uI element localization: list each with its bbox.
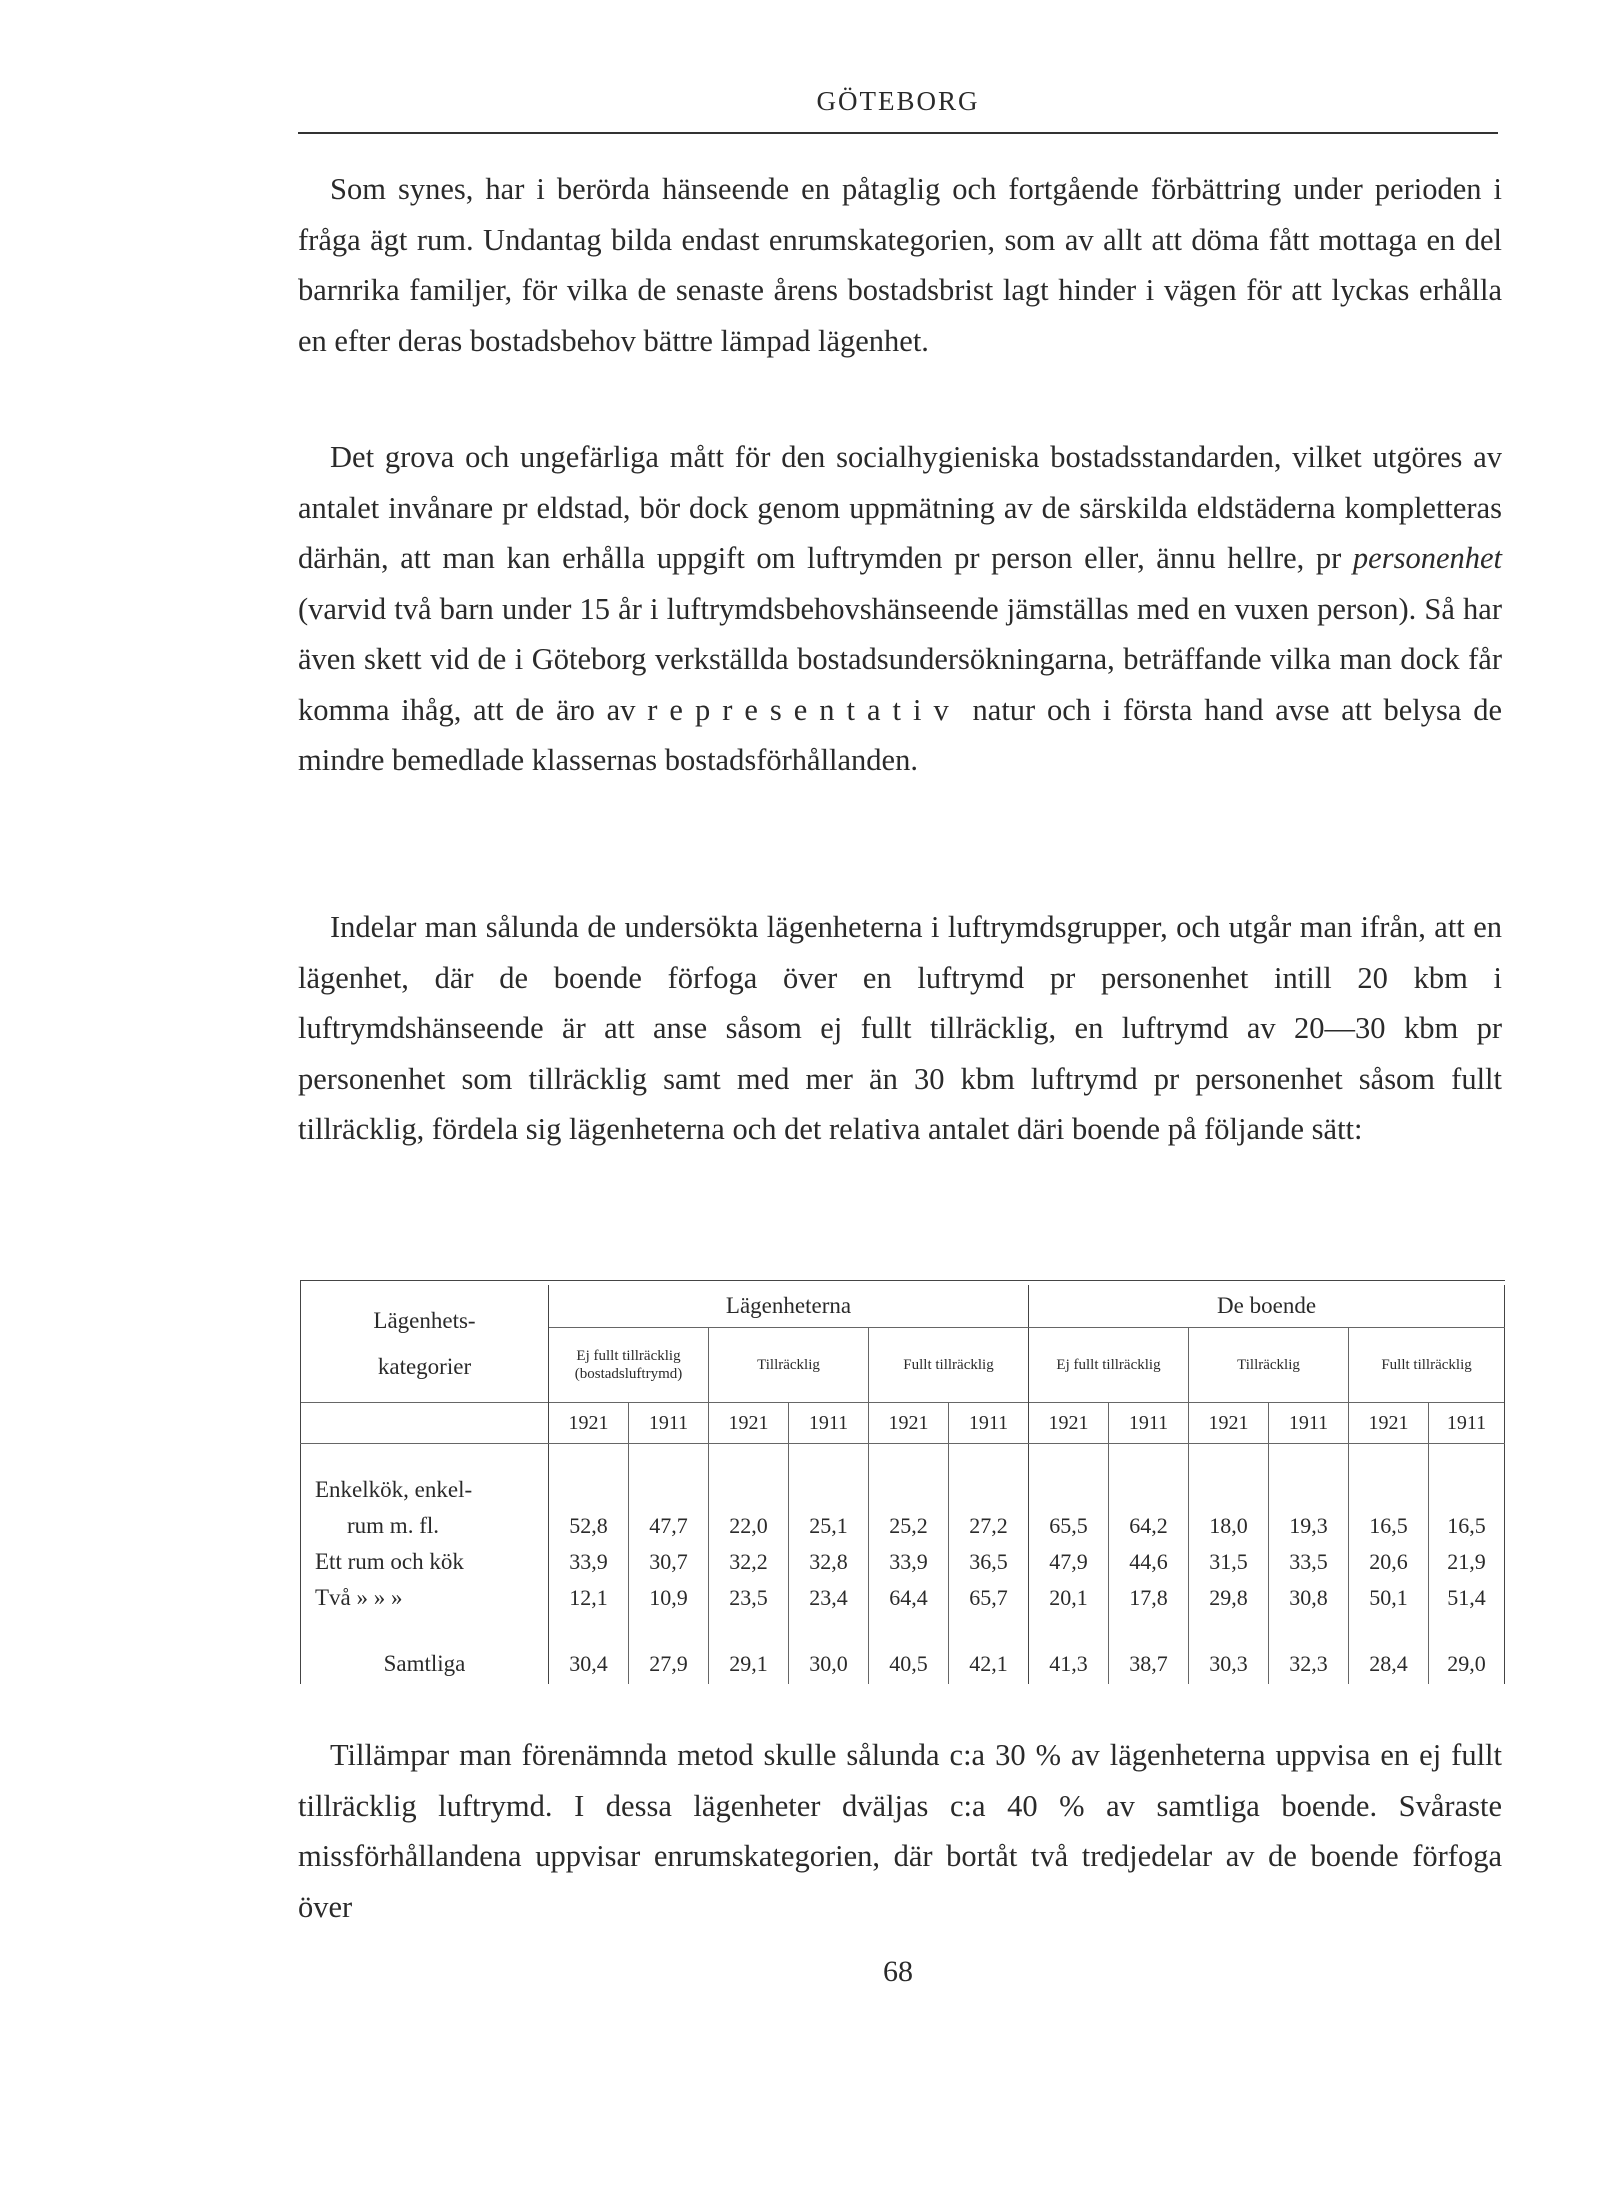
cell: 65,7 (949, 1580, 1029, 1616)
paragraph-2-part-a: Det grova och ungefärliga mått för den socialhygieniska bostadsstandarden, vilket utgöres av antalet invånare pr eldstad, bör dock genom uppmätning av de särskilda eldstäderna kompletteras därhän, att man kan erhålla uppgift om luftrymden pr person eller, ännu hellre, pr (298, 440, 1502, 575)
cell: 18,0 (1189, 1508, 1269, 1544)
cell: 33,9 (869, 1544, 949, 1580)
sub-header: Ej fullt tillräcklig (bostadsluftrymd) (574, 1348, 683, 1382)
cell: 29,1 (709, 1644, 789, 1684)
cell: 28,4 (1349, 1644, 1429, 1684)
cell: 10,9 (629, 1580, 709, 1616)
cell: 23,4 (789, 1580, 869, 1616)
total-row (301, 1644, 1505, 1684)
row-label: Enkelkök, enkel- (301, 1472, 549, 1508)
cell: 20,1 (1029, 1580, 1109, 1616)
year-header: 1911 (1269, 1403, 1349, 1444)
cell: 22,0 (709, 1508, 789, 1544)
cell: 30,7 (629, 1544, 709, 1580)
sub-header: Fullt tillräcklig (869, 1328, 1029, 1403)
paragraph-2-part-b: (varvid två barn under 15 år i luftrymdsbehovshänseende jämställas med en vuxen person). Så har även skett vid de i Göteborg verkställda bostadsundersökningarna, beträffande vilka man dock får komma ihåg, att de äro av (298, 591, 1502, 727)
cell: 40,5 (869, 1644, 949, 1684)
year-header: 1911 (949, 1403, 1029, 1444)
cell: 16,5 (1349, 1508, 1429, 1544)
cell: 25,1 (789, 1508, 869, 1544)
cell: 29,8 (1189, 1580, 1269, 1616)
page-number: 68 (883, 1955, 913, 1988)
table-row (301, 1580, 1505, 1616)
paragraph-3-text: Indelar man sålunda de undersökta lägenheterna i luftrymdsgrupper, och utgår man ifrån, att en lägenhet, där de boende förfoga över en luftrymd pr personenhet intill 20 kbm i luftrymdshänseende är att anse såsom ej fullt tillräcklig, en luftrymd av 20—30 kbm pr personenhet som tillräcklig samt med mer än 30 kbm luftrymd pr personenhet såsom fullt tillräcklig, fördela sig lägenheterna och det relativa antalet däri boende på följande sätt: (298, 910, 1502, 1146)
sub-header: Ej fullt tillräcklig (1029, 1328, 1189, 1403)
paragraph-4 (298, 1730, 1502, 1932)
cell: 25,2 (869, 1508, 949, 1544)
total-label: Samtliga (301, 1644, 549, 1684)
cell: 20,6 (1349, 1544, 1429, 1580)
cell: 30,0 (789, 1644, 869, 1684)
sub-header: Tillräcklig (1189, 1328, 1349, 1403)
cell: 31,5 (1189, 1544, 1269, 1580)
cell: 64,4 (869, 1580, 949, 1616)
cell: 41,3 (1029, 1644, 1109, 1684)
paragraph-1 (298, 164, 1502, 366)
air-space-table (300, 1280, 1505, 1684)
cell: 38,7 (1109, 1644, 1189, 1684)
cell: 64,2 (1109, 1508, 1189, 1544)
cell: 21,9 (1429, 1544, 1505, 1580)
cell: 52,8 (569, 1513, 608, 1538)
cell: 36,5 (949, 1544, 1029, 1580)
year-header: 1921 (1189, 1403, 1269, 1444)
row-label: rum m. fl. (301, 1508, 549, 1544)
paragraph-3 (298, 902, 1502, 1155)
paragraph-1-text: Som synes, har i berörda hänseende en påtaglig och fortgående förbättring under perioden i fråga ägt rum. Undantag bilda endast enrumskategorien, som av allt att döma fått mottaga en del barnrika familjer, för vilka de senaste årens bostadsbrist lagt hinder i vägen för att lyckas erhålla en efter deras bostadsbehov bättre lämpad lägenhet. (298, 172, 1502, 358)
year-header: 1911 (1429, 1403, 1505, 1444)
cell: 32,2 (709, 1544, 789, 1580)
table-row (301, 1508, 1505, 1544)
table-row (301, 1544, 1505, 1580)
row-label: Ett rum och kök (301, 1544, 549, 1580)
header-rule (298, 132, 1498, 134)
cell: 29,0 (1429, 1644, 1505, 1684)
cell: 42,1 (949, 1644, 1029, 1684)
year-header: 1911 (1109, 1403, 1189, 1444)
cell: 32,8 (789, 1544, 869, 1580)
year-header: 1921 (1029, 1403, 1109, 1444)
cell: 23,5 (709, 1580, 789, 1616)
sub-header: Fullt tillräcklig (1349, 1328, 1505, 1403)
cell: 44,6 (1109, 1544, 1189, 1580)
cell: 47,7 (629, 1508, 709, 1544)
cell: 50,1 (1349, 1580, 1429, 1616)
cell: 17,8 (1109, 1580, 1189, 1616)
cell: 27,9 (629, 1644, 709, 1684)
row-label: Två » » » (301, 1580, 549, 1616)
group-header-residents: De boende (1029, 1285, 1505, 1328)
cell: 19,3 (1269, 1508, 1349, 1544)
category-header (301, 1285, 549, 1403)
cell: 27,2 (949, 1508, 1029, 1544)
year-header: 1911 (789, 1403, 869, 1444)
paragraph-4-text: Tillämpar man förenämnda metod skulle sålunda c:a 30 % av lägenheterna uppvisa en ej fullt tillräcklig luftrymd. I dessa lägenheter dväljas c:a 40 % av samtliga boende. Svåraste missförhållandena uppvisar enrumskategorien, där bortåt två tredjedelar av de boende förfoga över (298, 1738, 1502, 1924)
year-header: 1921 (1349, 1403, 1429, 1444)
cell: 12,1 (569, 1585, 608, 1610)
group-header-apartments: Lägenheterna (549, 1285, 1029, 1328)
cell: 16,5 (1429, 1508, 1505, 1544)
year-header: 1921 (709, 1403, 789, 1444)
year-header: 1921 (549, 1403, 629, 1444)
cell: 33,5 (1269, 1544, 1349, 1580)
cell: 30,8 (1269, 1580, 1349, 1616)
cell: 47,9 (1029, 1544, 1109, 1580)
paragraph-2-part-c: natur och i första hand avse att belysa de mindre bemedlade klassernas bostadsförhållanden. (298, 692, 1502, 777)
cell: 33,9 (569, 1549, 608, 1574)
category-header-line-1: Lägenhets- (373, 1307, 476, 1333)
paragraph-2-spaced: representativ (647, 692, 961, 727)
sub-header: Tillräcklig (709, 1328, 869, 1403)
year-header: 1921 (869, 1403, 949, 1444)
cell: 65,5 (1029, 1508, 1109, 1544)
paragraph-2-italic: personenhet (1352, 541, 1502, 575)
table-row (301, 1472, 1505, 1508)
cell: 30,3 (1189, 1644, 1269, 1684)
running-header: GÖTEBORG (816, 86, 980, 116)
cell: 32,3 (1269, 1644, 1349, 1684)
cell: 51,4 (1429, 1580, 1505, 1616)
cell: 30,4 (569, 1651, 608, 1676)
paragraph-2 (298, 432, 1502, 786)
year-header: 1911 (629, 1403, 709, 1444)
category-header-line-2: kategorier (377, 1353, 472, 1379)
